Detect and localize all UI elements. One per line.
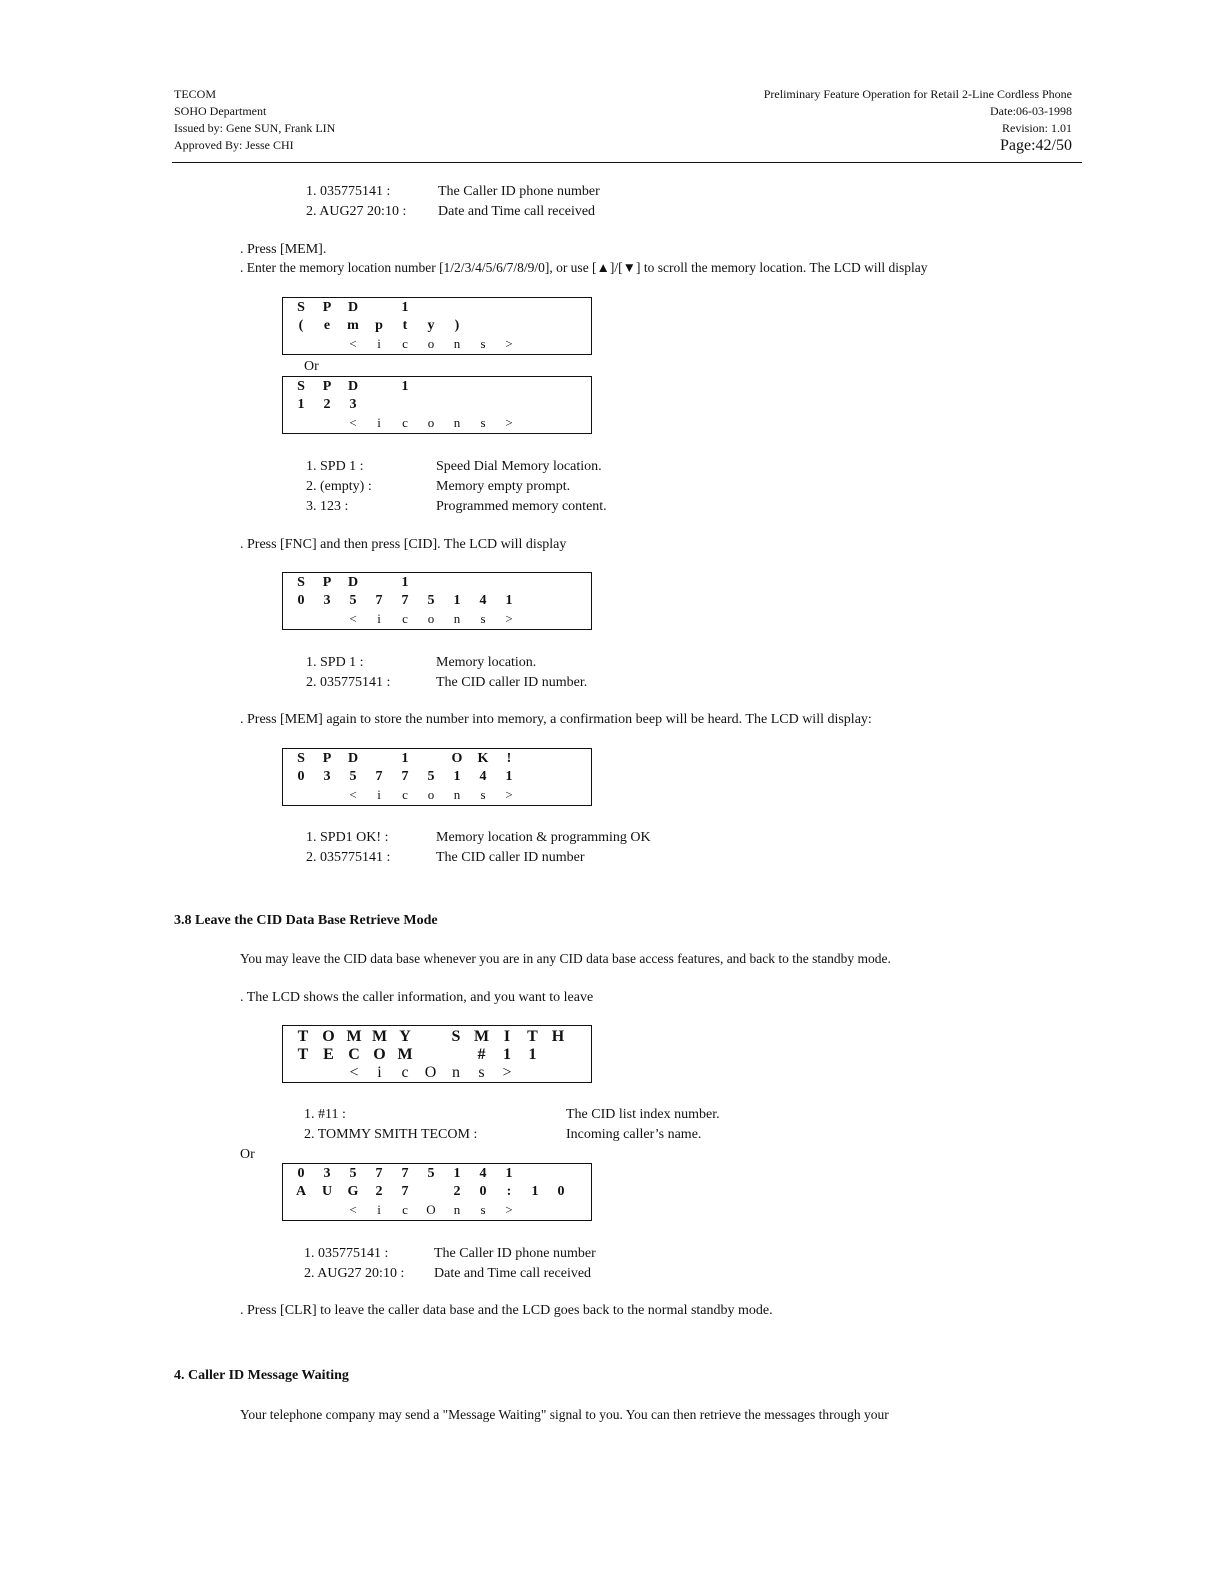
lcd-char: > [505, 1202, 513, 1217]
step-press-fnc: . Press [FNC] and then press [CID]. The LCD will display [240, 537, 567, 552]
list-item: 2. TOMMY SMITH TECOM : Incoming caller’s name. [304, 1127, 702, 1142]
lcd-char: 7 [401, 593, 409, 608]
lcd-display-spd-ok [282, 748, 592, 806]
lcd-char: t [402, 318, 408, 333]
lcd-char: 1 [453, 593, 461, 608]
lcd-char: 7 [375, 593, 383, 608]
time-definition-list [304, 1244, 596, 1284]
lcd-char: O [373, 1046, 386, 1063]
caller-id-list-top [306, 182, 600, 222]
lcd-char: o [427, 336, 435, 351]
list-item: 2. 035775141 : The CID caller ID number [306, 850, 585, 865]
list-item: 1. SPD1 OK! : Memory location & programming OK [306, 830, 651, 845]
lcd-char: G [347, 1184, 359, 1199]
lcd-char: S [297, 751, 305, 766]
lcd-char: 1 [453, 1166, 461, 1181]
lcd-char: c [401, 1064, 409, 1081]
step-press-mem: . Press [MEM]. [240, 242, 327, 257]
lcd-char: I [503, 1028, 511, 1045]
lcd-char: A [295, 1184, 307, 1199]
lcd-char: < [349, 1064, 359, 1081]
lcd-char: K [477, 751, 489, 766]
lcd-char: H [551, 1028, 565, 1045]
lcd-char: 1 [503, 1046, 511, 1063]
lcd-char: 1 [401, 379, 409, 394]
lcd-char: D [347, 575, 359, 590]
lcd-char: 7 [375, 769, 383, 784]
lcd-char: 5 [349, 769, 357, 784]
lcd-char: i [377, 787, 381, 802]
lcd-char: < [349, 787, 357, 802]
lcd-char: 7 [401, 1166, 409, 1181]
lcd-char: 5 [349, 1166, 357, 1181]
lcd-char: c [402, 611, 408, 626]
lcd-char: 1 [401, 300, 409, 315]
lcd-char: n [453, 1202, 461, 1217]
list-item: 1. #11 : The CID list index number. [304, 1107, 720, 1122]
lcd-char: < [349, 415, 357, 430]
lcd-char: 3 [349, 397, 357, 412]
document-revision: Revision: 1.01 [1001, 121, 1072, 135]
lcd-char: y [427, 318, 435, 333]
lcd-char: i [377, 336, 381, 351]
lcd-char: E [323, 1046, 334, 1063]
page-number: Page:42/50 [1000, 137, 1072, 154]
lcd-char: 3 [323, 1166, 331, 1181]
lcd-char: T [527, 1028, 538, 1045]
lcd-char: 7 [401, 769, 409, 784]
lcd-char: 3 [323, 769, 331, 784]
lcd-char: 4 [479, 769, 487, 784]
lcd-char: Y [399, 1028, 411, 1045]
lcd-char: 1 [505, 769, 513, 784]
lcd-char: 7 [375, 1166, 383, 1181]
lcd-char: 1 [505, 1166, 513, 1181]
lcd-char: > [505, 611, 513, 626]
lcd-char: P [322, 379, 332, 394]
lcd-display-caller-name [282, 1025, 592, 1083]
lcd-char: c [402, 1202, 408, 1217]
lcd-char: : [506, 1184, 512, 1199]
lcd-char: i [377, 415, 381, 430]
lcd-char: S [297, 379, 305, 394]
list-item: 2. AUG27 20:10 : Date and Time call received [306, 204, 596, 219]
or-label: Or [304, 359, 319, 374]
lcd-char: 3 [323, 593, 331, 608]
lcd-char: M [371, 1028, 388, 1045]
lcd-char: s [480, 787, 486, 802]
lcd-char: O [451, 751, 463, 766]
lcd-char: > [505, 336, 513, 351]
approved-by: Approved By: Jesse CHI [174, 138, 294, 152]
section-heading-4: 4. Caller ID Message Waiting [174, 1368, 349, 1383]
lcd-char: s [478, 1064, 485, 1081]
lcd-char: 2 [453, 1184, 461, 1199]
lcd-char: ( [298, 318, 304, 333]
lcd-display-spd-content [282, 376, 592, 434]
lcd-char: S [297, 300, 305, 315]
issued-by: Issued by: Gene SUN, Frank LIN [174, 121, 336, 135]
lcd-char: c [402, 415, 408, 430]
lcd-char: M [397, 1046, 413, 1063]
lcd-char: 2 [375, 1184, 383, 1199]
lcd-char: S [297, 575, 305, 590]
lcd-char: 1 [505, 593, 513, 608]
lcd-char: o [427, 787, 435, 802]
lcd-char: 7 [401, 1184, 409, 1199]
document-date: Date:06-03-1998 [990, 104, 1072, 118]
lcd-char: 4 [479, 593, 487, 608]
lcd-char: c [402, 787, 408, 802]
lcd-char: # [477, 1046, 486, 1063]
lcd-char: s [480, 415, 486, 430]
step-enter-location: . Enter the memory location number [1/2/3/4/5/6/7/8/9/0], or use [▲]/[▼] to scroll the memory location. The LCD will display [240, 260, 928, 275]
lcd-char: 0 [557, 1184, 565, 1199]
lcd-char: < [349, 611, 357, 626]
lcd-char: P [322, 575, 332, 590]
lcd-char: O [424, 1064, 437, 1081]
or-label-2: Or [240, 1147, 255, 1162]
name-definition-list [304, 1105, 720, 1145]
lcd-char: 2 [323, 397, 331, 412]
lcd-display-spd-cid [282, 572, 592, 630]
lcd-char: 1 [297, 397, 305, 412]
ok-definition-list [306, 828, 651, 868]
lcd-display-spd-empty [282, 297, 592, 355]
step-lcd-shows: . The LCD shows the caller information, and you want to leave [240, 990, 594, 1005]
lcd-char: C [348, 1046, 360, 1063]
lcd-char: P [322, 300, 332, 315]
lcd-char: D [347, 751, 359, 766]
lcd-char: c [402, 336, 408, 351]
document-title: Preliminary Feature Operation for Retail 2-Line Cordless Phone [763, 87, 1072, 101]
list-item: 2. AUG27 20:10 : Date and Time call received [304, 1266, 592, 1281]
header-divider [172, 162, 1082, 163]
lcd-char: 4 [479, 1166, 487, 1181]
list-item: 1. 035775141 : The Caller ID phone number [304, 1246, 596, 1261]
lcd-char: i [377, 1064, 382, 1081]
lcd-char: 1 [453, 769, 461, 784]
lcd-display-caller-time [282, 1163, 592, 1221]
lcd-char: 1 [528, 1046, 537, 1063]
lcd-char: > [502, 1064, 512, 1081]
lcd-char: 1 [401, 751, 409, 766]
lcd-char: s [480, 611, 486, 626]
lcd-char: e [323, 318, 331, 333]
lcd-char: n [453, 787, 461, 802]
lcd-char: M [473, 1028, 490, 1045]
lcd-char: M [346, 1028, 362, 1045]
lcd-char: < [349, 336, 357, 351]
document-header-right [512, 86, 1072, 154]
section-3-8-paragraph: You may leave the CID data base whenever you are in any CID data base access features, and back to the standby mode. [240, 951, 891, 966]
lcd-char: o [427, 611, 435, 626]
lcd-char: 5 [427, 593, 435, 608]
lcd-char: 5 [427, 769, 435, 784]
lcd-char: 5 [349, 593, 357, 608]
lcd-char: o [427, 415, 435, 430]
lcd-char: s [480, 336, 486, 351]
step-press-mem-again: . Press [MEM] again to store the number into memory, a confirmation beep will be heard. The LCD will display: [240, 712, 872, 727]
lcd-char: S [451, 1028, 461, 1045]
lcd-char: 0 [479, 1184, 487, 1199]
section-4-paragraph: Your telephone company may send a "Message Waiting" signal to you. You can then retrieve the messages through your [240, 1407, 889, 1422]
lcd-char: 0 [297, 593, 305, 608]
lcd-char: 0 [297, 1166, 305, 1181]
spd-definition-list [306, 457, 607, 517]
lcd-char: > [505, 787, 513, 802]
step-press-clr: . Press [CLR] to leave the caller data base and the LCD goes back to the normal standby mode. [240, 1303, 773, 1318]
lcd-char: T [297, 1046, 309, 1063]
lcd-char: n [453, 415, 461, 430]
lcd-char: O [322, 1028, 335, 1045]
lcd-char: P [322, 751, 332, 766]
list-item: 1. SPD 1 : Speed Dial Memory location. [306, 459, 602, 474]
department: SOHO Department [174, 104, 267, 118]
lcd-char: n [453, 611, 461, 626]
lcd-char: p [375, 318, 383, 333]
section-heading-3-8: 3.8 Leave the CID Data Base Retrieve Mode [174, 913, 438, 928]
lcd-char: T [297, 1028, 309, 1045]
lcd-char: n [452, 1064, 460, 1081]
list-item: 1. 035775141 : The Caller ID phone number [306, 184, 600, 199]
lcd-char: D [347, 379, 359, 394]
list-item: 2. 035775141 : The CID caller ID number. [306, 675, 588, 690]
lcd-char: > [505, 415, 513, 430]
list-item: 2. (empty) : Memory empty prompt. [306, 479, 571, 494]
list-item: 3. 123 : Programmed memory content. [306, 499, 607, 514]
lcd-char: < [349, 1202, 357, 1217]
lcd-char: 5 [427, 1166, 435, 1181]
lcd-char: D [347, 300, 359, 315]
list-item: 1. SPD 1 : Memory location. [306, 655, 537, 670]
lcd-char: s [480, 1202, 486, 1217]
lcd-char: n [453, 336, 461, 351]
lcd-char: ! [506, 751, 512, 766]
lcd-char: 1 [401, 575, 409, 590]
lcd-char: i [377, 1202, 381, 1217]
cid-definition-list [306, 653, 587, 693]
lcd-char: 1 [531, 1184, 539, 1199]
lcd-char: m [347, 318, 359, 333]
lcd-char: O [426, 1202, 436, 1217]
company-name: TECOM [174, 87, 216, 101]
lcd-char: U [321, 1184, 333, 1199]
lcd-char: ) [454, 318, 460, 333]
lcd-char: i [377, 611, 381, 626]
lcd-char: 0 [297, 769, 305, 784]
